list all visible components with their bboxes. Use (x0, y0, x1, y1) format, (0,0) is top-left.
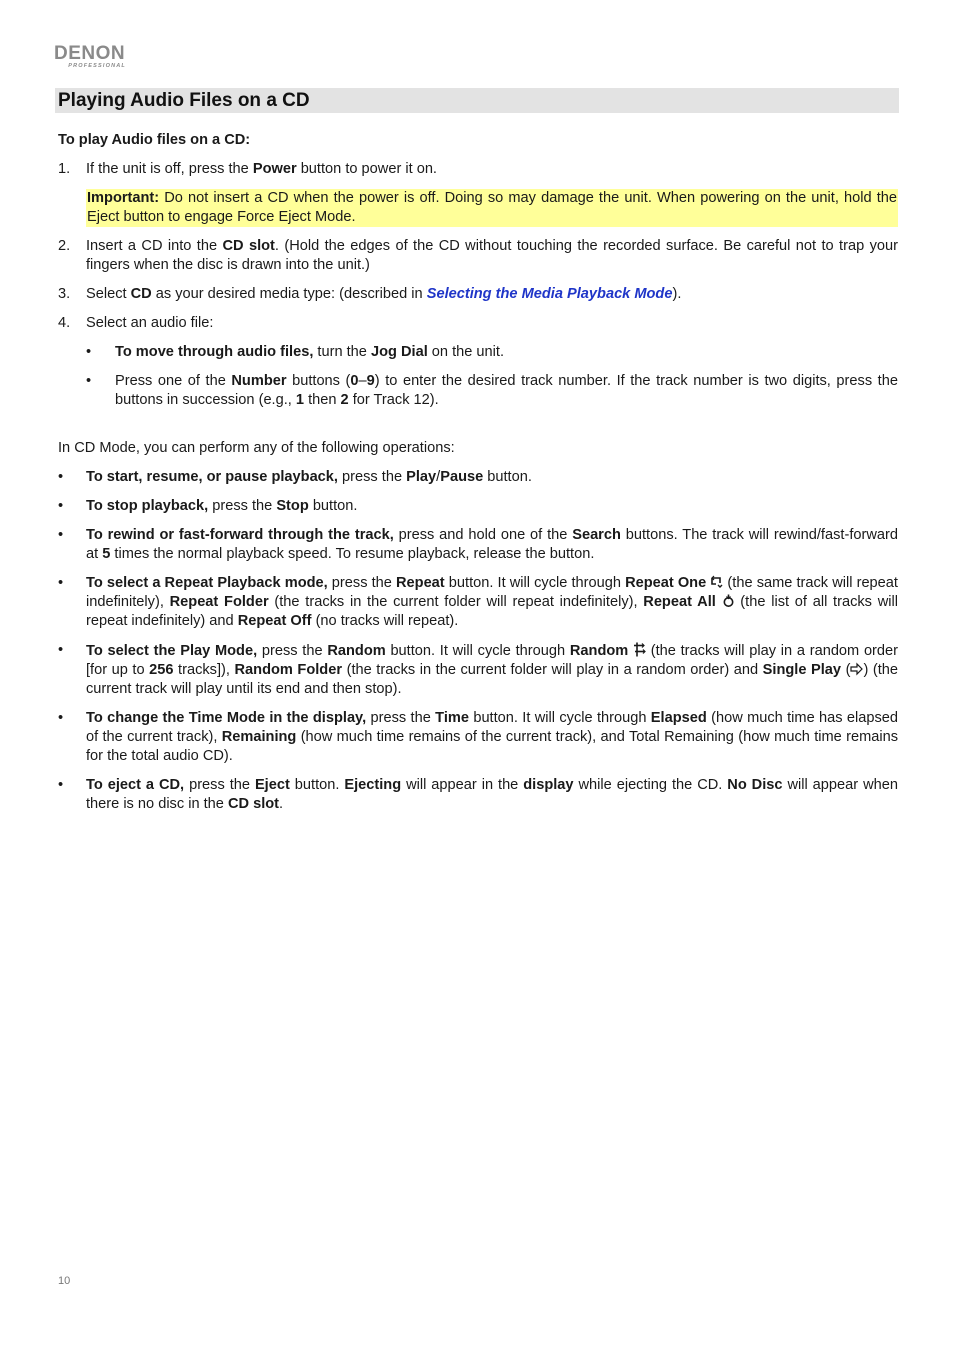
bullet: • (58, 777, 64, 793)
list-item: • To change the Time Mode in the display, press the Time button. It will cycle through Elapsed (how much time has elapsed of the current track), Remaining (how much time remains of the current track), and Total Remaining (how much time remains for the total audio CD). (58, 710, 899, 764)
list-item: • To rewind or fast-forward through the track, press and hold one of the Search buttons. The track will rewind/fast-forward at 5 times the normal playback speed. To resume playback, release the button. (58, 527, 898, 562)
step-number: 2. (58, 238, 71, 254)
page-number: 10 (58, 1275, 71, 1287)
bullet: • (58, 469, 64, 485)
list-item: • To stop playback, press the Stop button. (58, 498, 358, 514)
logo-subtitle: PROFESSIONAL (68, 63, 126, 69)
denon-logo (54, 44, 126, 70)
step-4: 4. Select an audio file: • To move through audio files, turn the Jog Dial on the unit. • Press one of the Number buttons (0–9) to enter the desired track number. If the track number is two digits, press the buttons in succession (e.g., 1 then 2 for Track 12). (58, 315, 898, 408)
important-label: Important: (87, 190, 160, 206)
step-1: 1. If the unit is off, press the Power button to power it on. Important: Do not insert a CD when the power is off. Doing so may damage the unit. When powering on the unit, hold the Eject button to engage Force Eject Mode. (58, 161, 897, 225)
audio-file-options (86, 343, 898, 410)
page-title: Playing Audio Files on a CD (58, 90, 310, 111)
list-item: • To eject a CD, press the Eject button. Ejecting will appear in the display while ejecting the CD. No Disc will appear when there is no disc in the CD slot. (58, 777, 898, 812)
main-content (58, 131, 898, 824)
random-icon (633, 641, 646, 658)
single-play-arrow-icon (850, 662, 863, 676)
procedure-heading: To play Audio files on a CD: (58, 132, 251, 148)
repeat-all-icon (722, 594, 735, 608)
operations-list (58, 468, 898, 814)
step-2: 2. Insert a CD into the CD slot. (Hold the edges of the CD without touching the recorded surface. Be careful not to trap your fingers when the disc is drawn into the unit.) (58, 238, 898, 273)
list-item: • Press one of the Number buttons (0–9) to enter the desired track number. If the track number is two digits, press the buttons in succession (e.g., 1 then 2 for Track 12). (86, 373, 898, 408)
list-item: • To select a Repeat Playback mode, press the Repeat button. It will cycle through Repeat One (the same track will repeat indefinitely), Repeat Folder (the tracks in the current folder will repeat indefinitely), Repeat All (the list of all tracks will repeat indefinitely) and Repeat Off (no tracks will repeat). (58, 575, 898, 629)
step-number: 4. (58, 315, 71, 331)
bullet: • (86, 373, 92, 389)
bullet: • (58, 498, 64, 514)
bullet: • (58, 575, 64, 591)
steps-list (58, 160, 898, 410)
logo-wordmark: DENON (54, 43, 126, 64)
important-note (86, 189, 898, 227)
list-item: • To start, resume, or pause playback, press the Play/Pause button. (58, 469, 532, 485)
intro-paragraph: In CD Mode, you can perform any of the following operations: (58, 440, 455, 456)
section-title-bar (55, 88, 899, 113)
step-number: 1. (58, 161, 71, 177)
list-item: • To move through audio files, turn the Jog Dial on the unit. (86, 344, 505, 360)
important-text: Do not insert a CD when the power is off. Doing so may damage the unit. When powering on the unit, hold the Eject button to engage Force Eject Mode. (87, 190, 897, 225)
step-number: 3. (58, 286, 71, 302)
list-item: • To select the Play Mode, press the Random button. It will cycle through Random (the tracks will play in a random order [for up to 256 tracks]), Random Folder (the tracks in the current folder will play in a random order) and Single Play ( ) (the current track will play until its end and then stop). (58, 642, 899, 697)
bullet: • (58, 642, 64, 658)
bullet: • (58, 527, 64, 543)
repeat-one-icon (710, 575, 723, 589)
bullet: • (58, 710, 64, 726)
step-3: 3. Select CD as your desired media type: (described in Selecting the Media Playback Mode). (58, 286, 682, 302)
playback-mode-link[interactable]: Selecting the Media Playback Mode (426, 286, 673, 302)
bullet: • (86, 344, 92, 360)
